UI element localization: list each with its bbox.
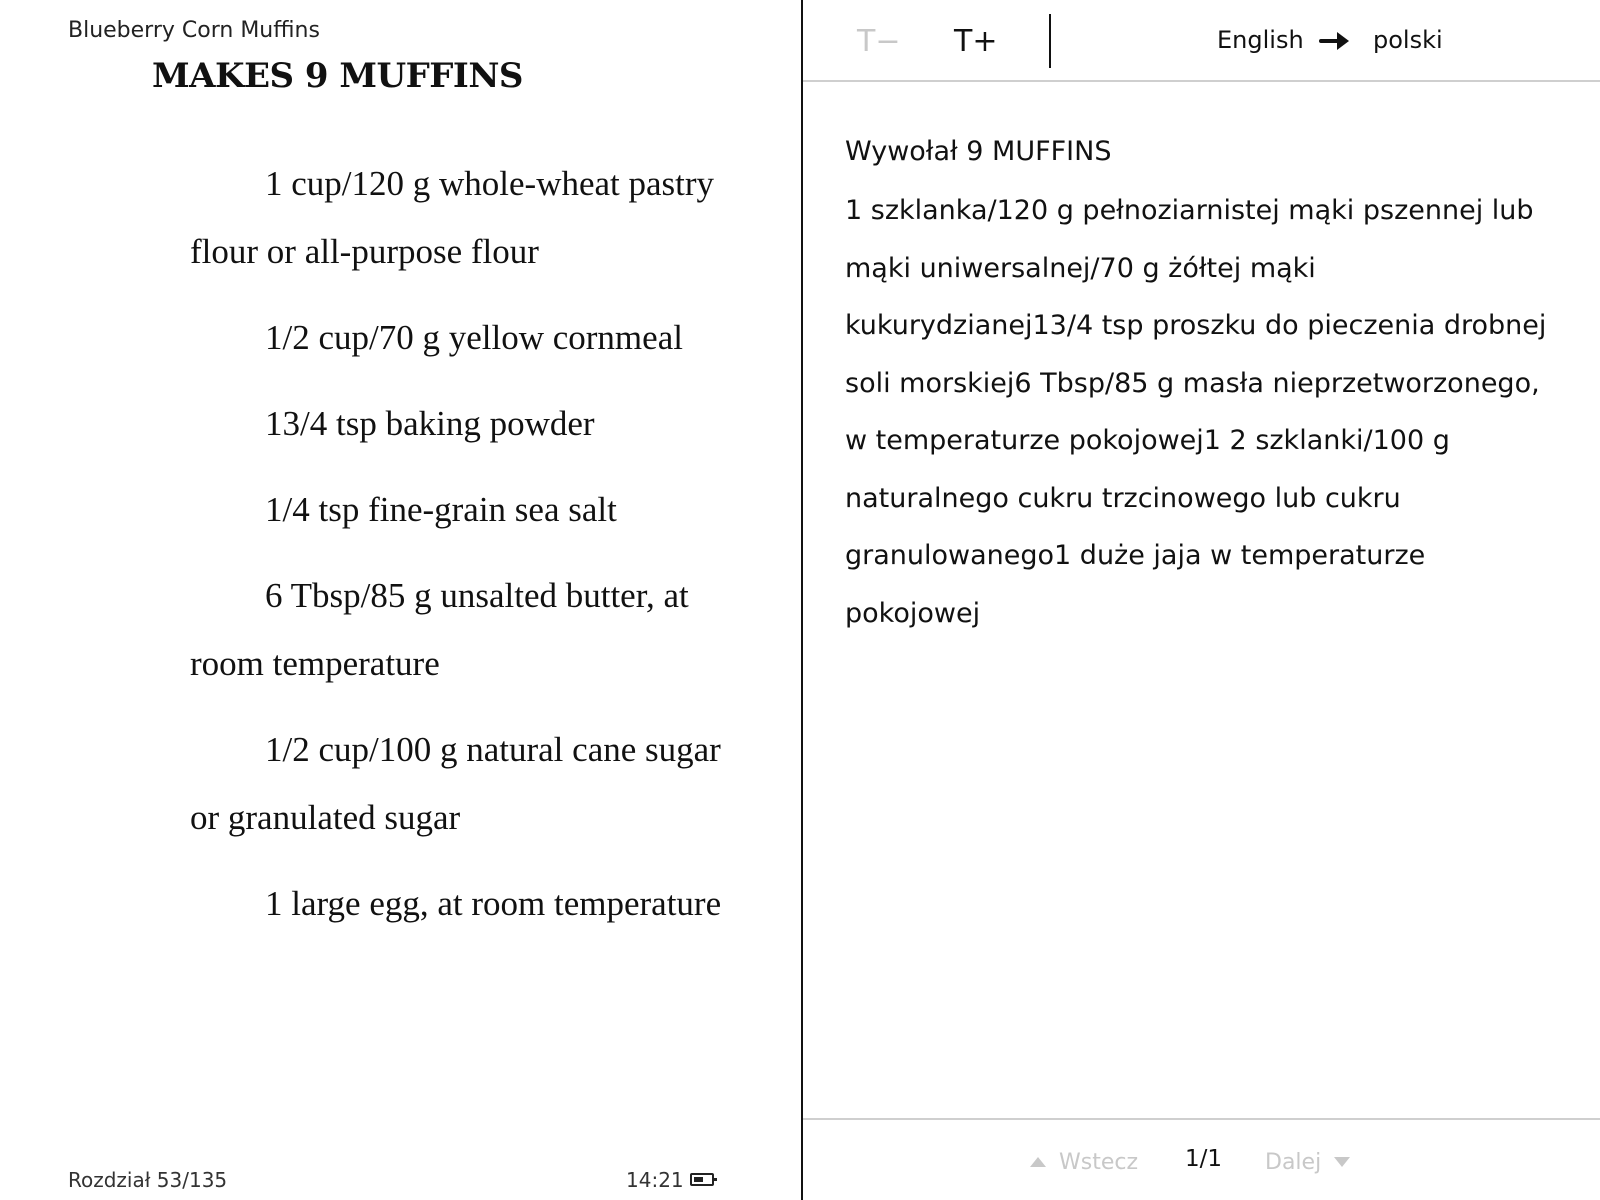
translation-body: 1 szklanka/120 g pełnoziarnistej mąki pszennej lub mąki uniwersalnej/70 g żółtej mąki kukurydzianej13/4 tsp proszku do pieczenia drobnej soli morskiej6 Tbsp/85 g masła nieprzetworzonego, w temperaturze pokojowej1 2 szklanki/100 g naturalnego cukru trzcinowego lub cukru granulowanego1 duże jaja w temperaturze pokojowej bbox=[845, 195, 1547, 629]
translation-toolbar bbox=[803, 0, 1600, 82]
ingredient-item: 1/2 cup/70 g yellow cornmeal bbox=[265, 318, 683, 357]
increase-font-button[interactable]: T+ bbox=[946, 20, 1005, 64]
toolbar-divider bbox=[1049, 14, 1051, 68]
ingredient-item: 6 Tbsp/85 g unsalted butter, at room temperature bbox=[190, 576, 689, 683]
ingredient-item: 1/4 tsp fine-grain sea salt bbox=[265, 490, 617, 529]
ingredient-list bbox=[190, 150, 735, 956]
triangle-down-icon bbox=[1333, 1156, 1351, 1168]
clock: 14:21 bbox=[626, 1168, 684, 1192]
ingredient-item: 1 large egg, at room temperature bbox=[265, 884, 722, 923]
book-title: Blueberry Corn Muffins bbox=[68, 18, 320, 43]
target-language-selector[interactable]: polski bbox=[1373, 26, 1443, 54]
translation-text bbox=[845, 122, 1565, 642]
triangle-up-icon bbox=[1029, 1156, 1047, 1168]
translation-heading: Wywołał 9 MUFFINS bbox=[845, 136, 1112, 167]
recipe-yield-heading: MAKES 9 MUFFINS bbox=[152, 56, 523, 96]
next-label: Dalej bbox=[1265, 1149, 1322, 1175]
translation-panel bbox=[801, 0, 1600, 1200]
arrow-right-icon[interactable] bbox=[1319, 29, 1353, 53]
previous-label: Wstecz bbox=[1059, 1149, 1139, 1175]
pagination bbox=[803, 1118, 1600, 1200]
ingredient-item: 13/4 tsp baking powder bbox=[265, 404, 595, 443]
ingredient-item: 1/2 cup/100 g natural cane sugar or granulated sugar bbox=[190, 730, 721, 837]
source-language-selector[interactable]: English bbox=[1217, 26, 1304, 54]
previous-button[interactable] bbox=[1029, 1144, 1138, 1180]
battery-icon bbox=[690, 1173, 714, 1186]
next-button[interactable] bbox=[1265, 1144, 1351, 1180]
chapter-indicator: Rozdział 53/135 bbox=[68, 1168, 228, 1192]
ingredient-item: 1 cup/120 g whole-wheat pastry flour or all-purpose flour bbox=[190, 164, 715, 271]
decrease-font-button[interactable]: T− bbox=[849, 20, 908, 64]
page-counter: 1/1 bbox=[1185, 1146, 1223, 1172]
